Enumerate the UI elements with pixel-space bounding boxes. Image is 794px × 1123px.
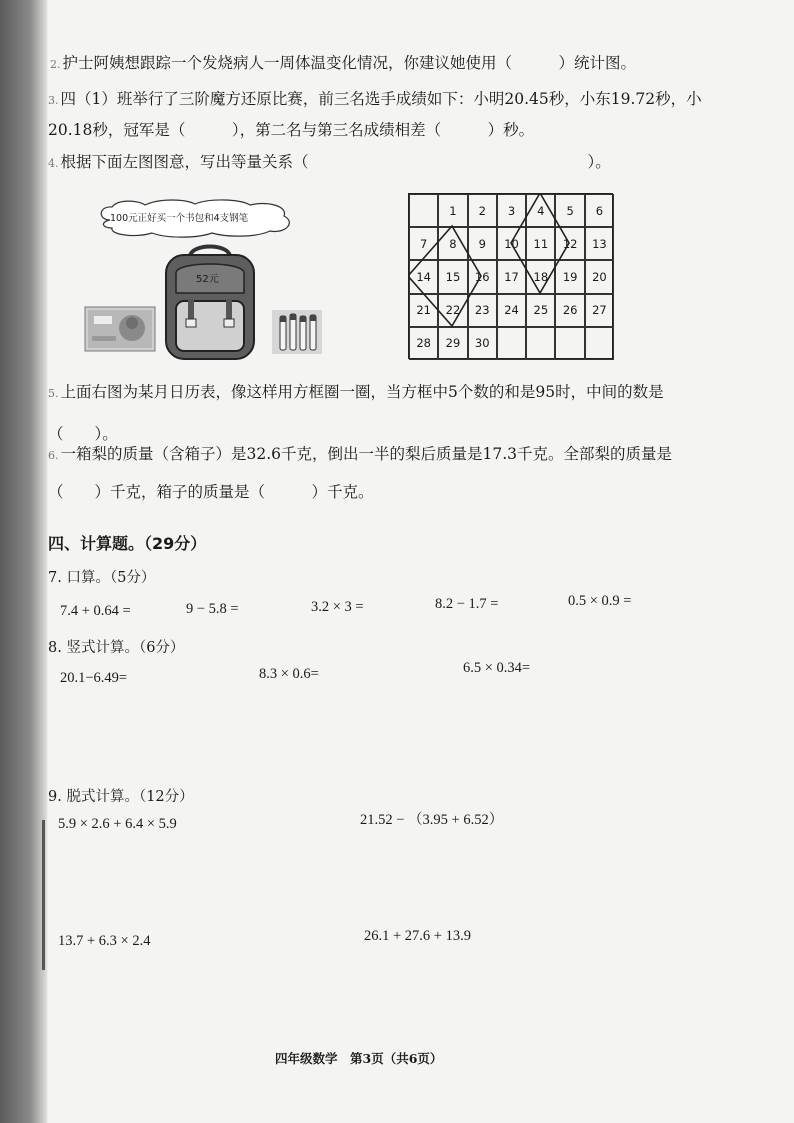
question-4	[48, 152, 611, 174]
vertical-calc-item: 8.3 × 0.6=	[259, 666, 319, 682]
question-8-title: 8. 竖式计算。（6分）	[48, 640, 185, 656]
question-text: 根据下面左图图意，写出等量关系（ ）。	[60, 153, 611, 171]
question-5-line2: （ ）。	[48, 425, 118, 443]
backpack-image	[160, 243, 260, 361]
calendar-cell: 15	[438, 260, 467, 293]
calendar-cell: 1	[438, 194, 467, 227]
question-7-title: 7. 口算。（5分）	[48, 570, 156, 586]
vertical-calc-item: 20.1−6.49=	[60, 670, 128, 686]
bubble-text: 100元正好买一个书包和4支钢笔	[110, 213, 249, 224]
question-3-line2: 20.18秒，冠军是（ ），第二名与第三名成绩相差（ ）秒。	[48, 121, 535, 139]
question-6-line2: （ ）千克，箱子的质量是（ ）千克。	[48, 483, 374, 501]
calendar-cell: 22	[438, 294, 467, 327]
stepwise-calc-item: 13.7 + 6.3 × 2.4	[58, 933, 151, 949]
calendar-cell: 10	[497, 227, 526, 260]
calendar-cell: 20	[585, 260, 614, 293]
section-title: 四、计算题。（29分）	[48, 534, 207, 553]
page-footer: 四年级数学 第3页（共6页）	[275, 1051, 443, 1066]
oral-calc-item: 8.2 − 1.7 =	[435, 596, 499, 612]
question-6-line1	[48, 444, 672, 466]
question-2	[50, 53, 636, 75]
oral-calc-item: 7.4 + 0.64 =	[60, 603, 131, 619]
calendar-cell: 13	[585, 227, 614, 260]
calendar-cell: 19	[555, 260, 584, 293]
question-number: 2.	[50, 58, 61, 71]
question-9-title: 9. 脱式计算。（12分）	[48, 789, 194, 805]
banknote-image	[84, 306, 156, 352]
calendar-cell: 9	[468, 227, 497, 260]
question-text: 上面右图为某月日历表，像这样用方框圈一圈，当方框中5个数的和是95时，中间的数是	[60, 383, 664, 401]
calendar-cell: 8	[438, 227, 467, 260]
calendar-cell: 28	[409, 327, 438, 360]
vertical-calc-item: 6.5 × 0.34=	[463, 660, 531, 676]
calendar-cell: 25	[526, 294, 555, 327]
calendar-cell: 27	[585, 294, 614, 327]
stepwise-calc-item: 21.52 − （3.95 + 6.52）	[360, 812, 504, 828]
calendar-cell: 23	[468, 294, 497, 327]
calendar-cell: 30	[468, 327, 497, 360]
calendar-cell: 24	[497, 294, 526, 327]
question-3-line1	[48, 89, 702, 111]
calendar-cell: 14	[409, 260, 438, 293]
backpack-price: 52元	[196, 274, 219, 285]
calendar-cell: 26	[555, 294, 584, 327]
calendar-cell: 18	[526, 260, 555, 293]
diamond-frames	[408, 193, 613, 359]
calendar-cell: 3	[497, 194, 526, 227]
oral-calc-item: 3.2 × 3 =	[311, 599, 364, 615]
question-text: 四（1）班举行了三阶魔方还原比赛，前三名选手成绩如下：小明20.45秒，小东19.72秒，小	[60, 90, 702, 108]
calendar-cell: 12	[555, 227, 584, 260]
calendar-cell: 7	[409, 227, 438, 260]
question-number: 4.	[48, 157, 59, 170]
question-5-line1	[48, 382, 664, 404]
calendar-cell: 17	[497, 260, 526, 293]
calendar-cell: 2	[468, 194, 497, 227]
stepwise-calc-item: 26.1 + 27.6 + 13.9	[364, 928, 471, 944]
calendar-cell: 5	[555, 194, 584, 227]
question-text: 护士阿姨想跟踪一个发烧病人一周体温变化情况，你建议她使用（ ）统计图。	[62, 54, 637, 72]
calendar-cell: 4	[526, 194, 555, 227]
scan-shadow-edge	[0, 0, 48, 1123]
calendar-cell: 16	[468, 260, 497, 293]
calendar-cell: 21	[409, 294, 438, 327]
calendar-cell: 29	[438, 327, 467, 360]
oral-calc-item: 9 − 5.8 =	[186, 601, 239, 617]
pens-image	[272, 310, 322, 354]
question-number: 5.	[48, 387, 59, 400]
question-number: 3.	[48, 94, 59, 107]
calendar-table	[408, 193, 613, 359]
scan-dark-mark	[42, 820, 45, 970]
question-text: 一箱梨的质量（含箱子）是32.6千克，倒出一半的梨后质量是17.3千克。全部梨的质量是	[60, 445, 673, 463]
question-number: 6.	[48, 449, 59, 462]
stepwise-calc-item: 5.9 × 2.6 + 6.4 × 5.9	[58, 816, 177, 832]
calendar-cell: 6	[585, 194, 614, 227]
oral-calc-item: 0.5 × 0.9 =	[568, 593, 632, 609]
calendar-cell: 11	[526, 227, 555, 260]
